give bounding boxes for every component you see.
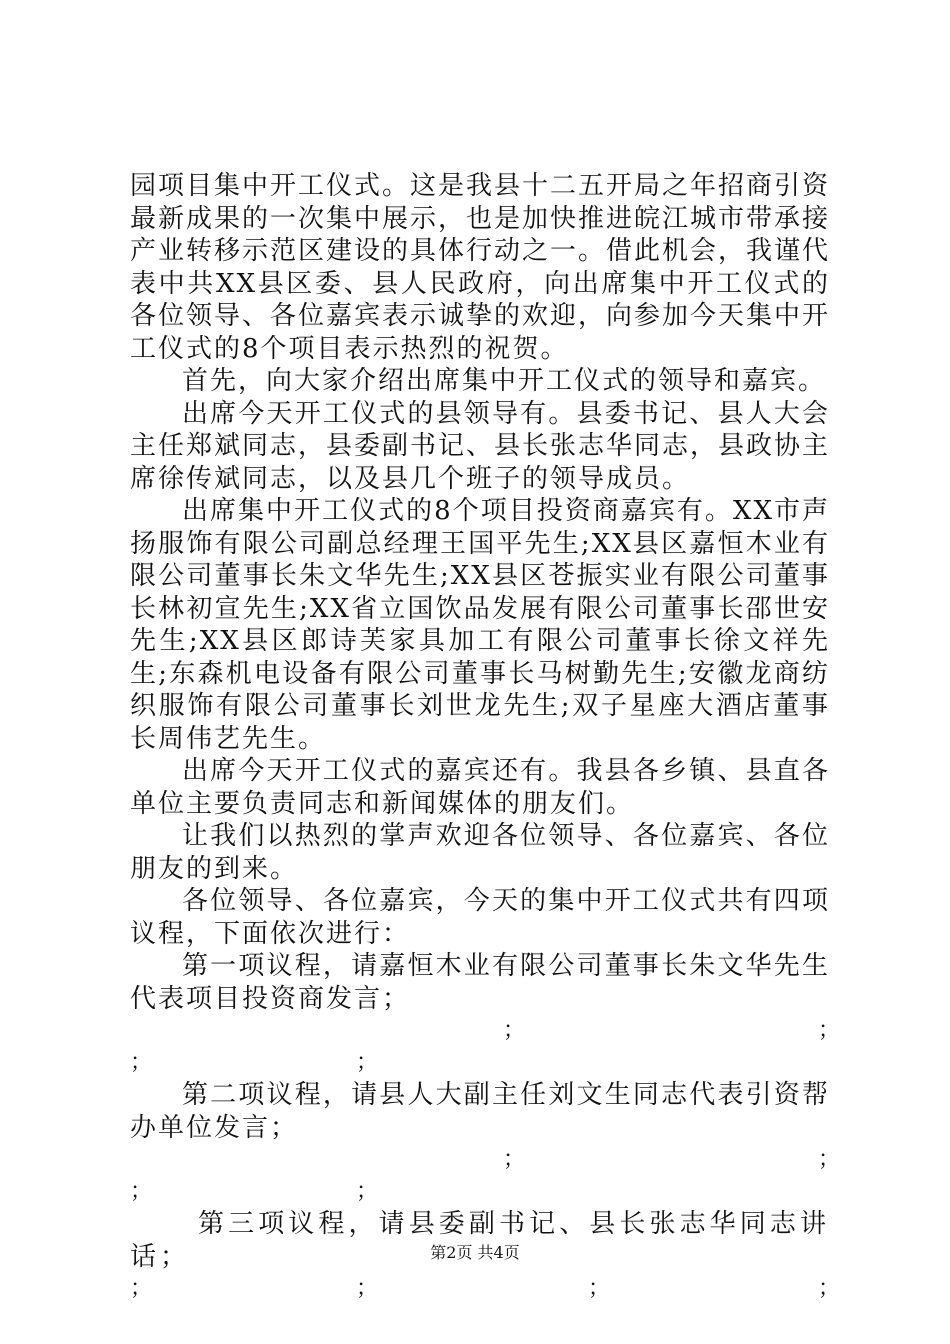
paragraph-opening: 园项目集中开工仪式。这是我县十二五开局之年招商引资最新成果的一次集中展示，也是加快推进皖江城市带承接产业转移示范区建设的具体行动之一。借此机会，我谨代表中共XX县区委、县人民政府，向出席集中开工仪式的各位领导、各位嘉宾表示诚挚的欢迎，向参加今天集中开工仪式的8个项目表示热烈的祝贺。: [130, 171, 831, 364]
paragraph-agenda-item-1: 第一项议程，请嘉恒木业有限公司董事长朱文华先生代表项目投资商发言；: [130, 951, 830, 1014]
semicolon-mark: ；: [503, 1147, 528, 1172]
semicolon-mark: ；: [588, 1276, 613, 1301]
semicolon-mark: ；: [818, 1018, 843, 1043]
semicolon-mark: ；: [818, 1276, 843, 1301]
paragraph-other-guests: 出席今天开工仪式的嘉宾还有。我县各乡镇、县直各单位主要负责同志和新闻媒体的朋友们。: [130, 756, 830, 819]
semicolon-mark: ；: [356, 1050, 381, 1075]
semicolon-row: [130, 1176, 830, 1208]
document-body: [130, 170, 843, 1305]
paragraph-county-leaders: 出席今天开工仪式的县领导有。县委书记、县人大会主任郑斌同志，县委副书记、县长张志华同志，县政协主席徐传斌同志，以及县几个班子的领导成员。: [130, 398, 831, 494]
paragraph-agenda-item-3: 第三项议程，请县委副书记、县长张志华同志讲话；: [130, 1209, 830, 1272]
paragraph-agenda-intro: 各位领导、各位嘉宾，今天的集中开工仪式共有四项议程，下面依次进行：: [130, 886, 830, 949]
paragraph-investor-guests: 出席集中开工仪式的8个项目投资商嘉宾有。XX市声扬服饰有限公司副总经理王国平先生;XX县区嘉恒木业有限公司董事长朱文华先生;XX县区苍振实业有限公司董事长林初宣先生;XX省立国饮品发展有限公司董事长邵世安先生;XX县区郎诗芙家具加工有限公司董事长徐文祥先生;东森机电设备有限公司董事长马树勤先生;安徽龙商纺织服饰有限公司董事长刘世龙先生;双子星座大酒店董事长周伟艺先生。: [130, 496, 830, 754]
semicolon-row: [130, 1144, 843, 1176]
page-number-footer: 第2页 共4页: [430, 1243, 520, 1262]
paragraph-introduction: 首先，向大家介绍出席集中开工仪式的领导和嘉宾。: [182, 366, 827, 396]
semicolon-mark: ；: [130, 1276, 155, 1301]
semicolon-mark: ；: [356, 1179, 381, 1204]
semicolon-row: [130, 1015, 843, 1047]
semicolon-row: [130, 1273, 843, 1305]
semicolon-mark: ；: [130, 1179, 155, 1204]
semicolon-mark: ；: [818, 1147, 843, 1172]
paragraph-welcome-applause: 让我们以热烈的掌声欢迎各位领导、各位嘉宾、各位朋友的到来。: [130, 821, 830, 884]
semicolon-mark: ；: [356, 1276, 381, 1301]
semicolon-mark: ；: [130, 1050, 155, 1075]
paragraph-agenda-item-2: 第二项议程，请县人大副主任刘文生同志代表引资帮办单位发言；: [130, 1080, 830, 1143]
semicolon-row: [130, 1047, 830, 1079]
semicolon-mark: ；: [503, 1018, 528, 1043]
